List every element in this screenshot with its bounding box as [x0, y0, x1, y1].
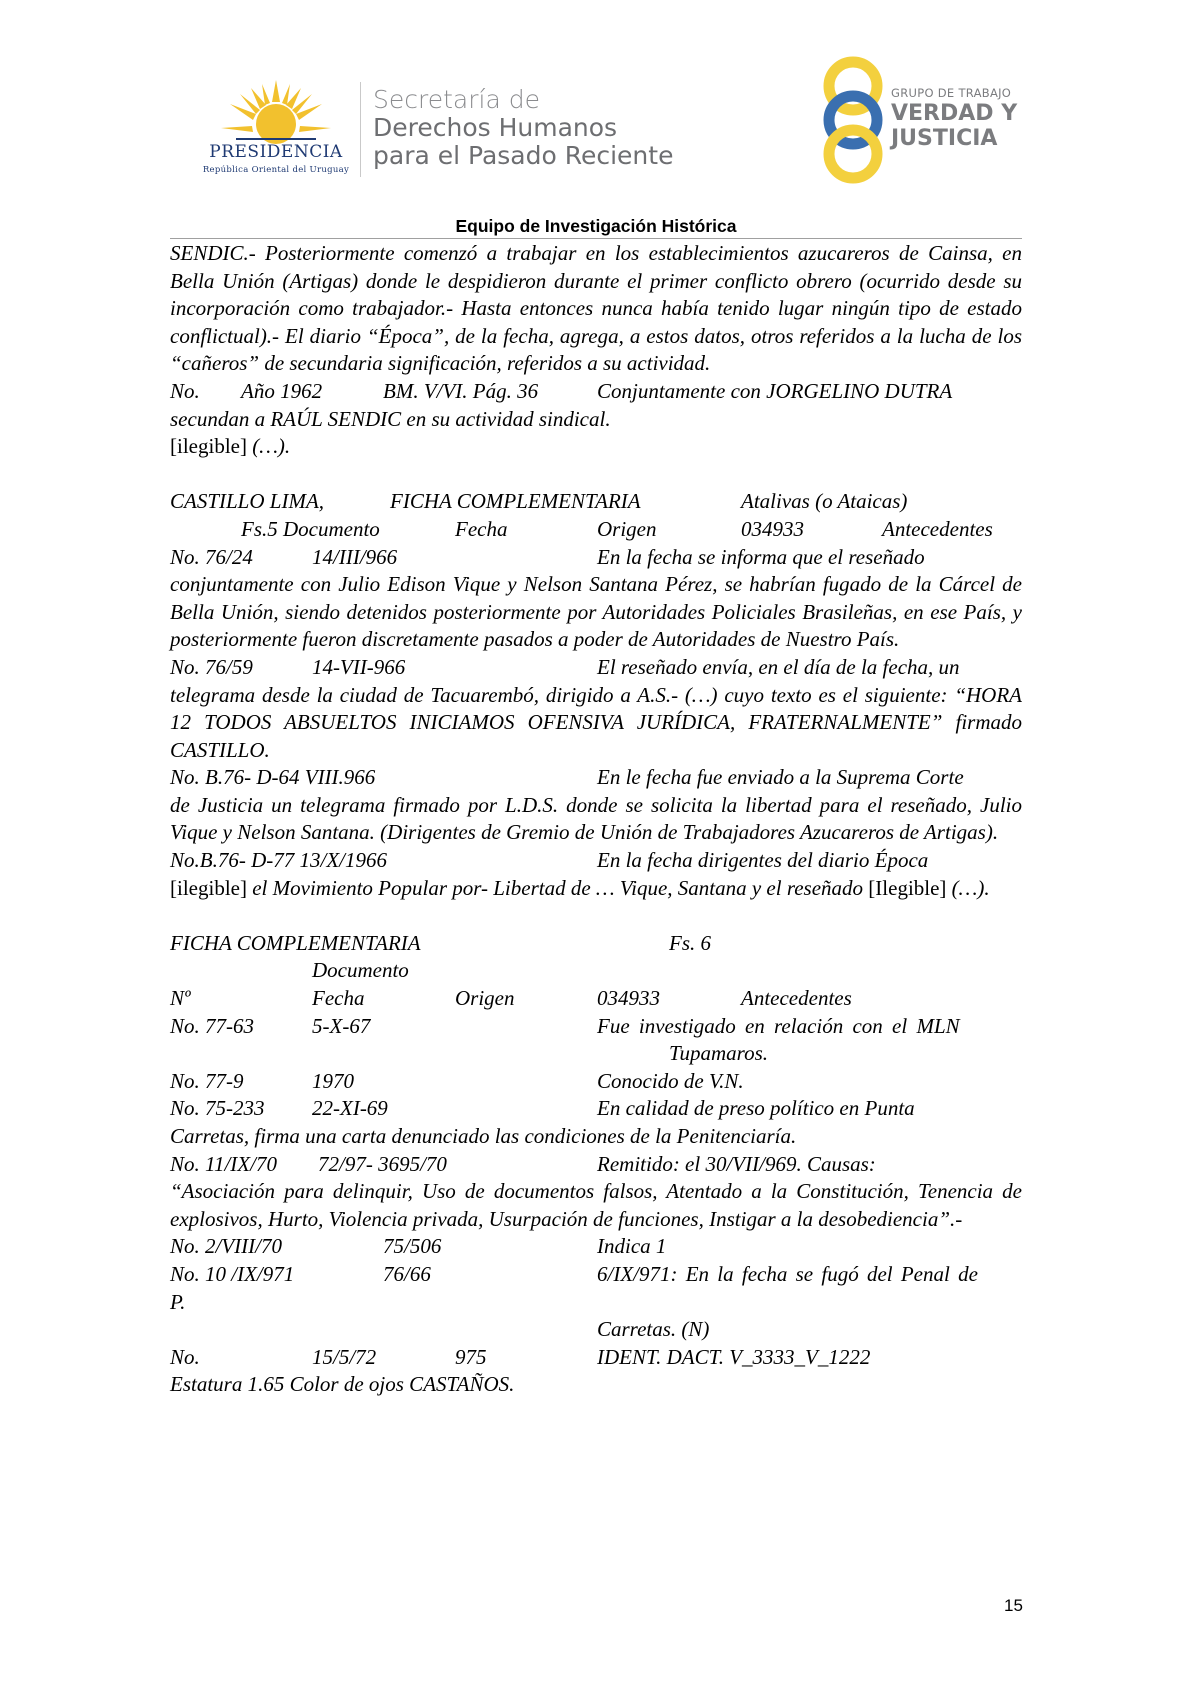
col-date: 14/III/966: [312, 544, 398, 569]
entry-b76-d77-text: [170, 875, 1022, 903]
col-number: No. 75-233: [170, 1096, 265, 1121]
entry-77-63: [170, 1013, 1022, 1041]
presidencia-logo: [196, 78, 356, 188]
ficha-2-title: [170, 930, 1022, 958]
entry-text: el Movimiento Popular por- Libertad de … Vique, Santana y el reseñado: [246, 875, 864, 900]
rings-icon: [818, 56, 888, 184]
paragraph-sendic: SENDIC.- Posteriormente comenzó a trabajar en los establecimientos azucareros de Cainsa, en Bella Unión (Artigas) donde le despidieron durante el primer conflicto obrero (ocurrido desde su incorporación como trabajador.- Hasta entonces nunca había tenido lugar ningún tipo de estado conflictual).- El diario “Época”, de la fecha, agrega, a estos datos, otros referidos a la lucha de los “cañeros” de secundaria significación, referidos a su actividad.: [170, 241, 1022, 376]
col-text: Conjuntamente con JORGELINO DUTRA: [597, 378, 953, 403]
line-ilegible-1: [170, 433, 1022, 461]
col-text: Indica 1: [597, 1234, 667, 1259]
col-text: Fue investigado en relación con el MLN: [597, 1013, 960, 1038]
entry-ident: [170, 1344, 1022, 1372]
col-number: No. 76/59: [170, 654, 253, 679]
ilegible-marker: [Ilegible]: [868, 875, 947, 900]
col-text: Tupamaros.: [669, 1041, 769, 1066]
col-number: No. 2/VIII/70: [170, 1234, 282, 1259]
entry-76-59: [170, 654, 1022, 682]
col-text: Remitido: el 30/VII/969. Causas:: [597, 1151, 876, 1176]
presidencia-subtitle: República Oriental del Uruguay: [202, 165, 350, 175]
col-text: P.: [170, 1289, 186, 1314]
col-text: Conocido de V.N.: [597, 1068, 744, 1093]
ellipsis-text: (…).: [946, 875, 990, 900]
col-origin: 975: [455, 1344, 487, 1369]
ilegible-marker: [ilegible]: [170, 875, 247, 900]
entry-row-1962: [170, 378, 1022, 406]
entry-76-59-text: telegrama desde la ciudad de Tacuarembó, dirigido a A.S.- (…) cuyo texto es el siguiente: “HORA 12 TODOS ABSUELTOS INICIAMOS OFENSIVA JURÍDICA, FRATERNALMENTE” firmado CASTILLO.: [170, 682, 1022, 762]
col-text: El reseñado envía, en el día de la fecha, un: [597, 654, 960, 679]
secretaria-line-2: Derechos Humanos: [373, 113, 618, 142]
col-date: 1970: [312, 1068, 354, 1093]
ficha-name: CASTILLO LIMA,: [170, 489, 325, 514]
col-ref: 75/506: [383, 1234, 442, 1259]
spacer: [170, 902, 1022, 930]
hdr-origen: Origen: [455, 986, 515, 1011]
col-date: 14-VII-966: [312, 654, 406, 679]
ficha-alias: Atalivas (o Ataicas): [741, 489, 908, 514]
entry-10-ix-971-cont-2: [170, 1316, 1022, 1344]
col-date: 15/5/72: [312, 1344, 377, 1369]
hdr-code: 034933: [597, 986, 660, 1011]
secretaria-line-1: Secretaría de: [373, 85, 540, 114]
gtvj-line-1: GRUPO DE TRABAJO: [891, 86, 1012, 100]
header-divider: [360, 82, 361, 177]
col-number: No.B.76- D-77 13/X/1966: [170, 848, 387, 873]
entry-76-24: [170, 544, 1022, 572]
entry-2-viii-70: [170, 1233, 1022, 1261]
col-number: No.: [170, 1344, 200, 1369]
team-title: Equipo de Investigación Histórica: [455, 216, 737, 236]
secretaria-logo-text: [373, 86, 673, 170]
secretaria-line-3: para el Pasado Reciente: [373, 141, 674, 170]
hdr-documento: Documento: [312, 958, 409, 983]
hdr-antecedentes: Antecedentes: [882, 516, 993, 541]
line-secundan: secundan a RAÚL SENDIC en su actividad sindical.: [170, 406, 611, 431]
entry-77-9: [170, 1068, 1022, 1096]
hdr-antecedentes: Antecedentes: [741, 986, 852, 1011]
entry-75-233-text: Carretas, firma una carta denunciado las condiciones de la Penitenciaría.: [170, 1124, 797, 1148]
presidencia-wordmark: PRESIDENCIA: [209, 142, 343, 162]
ficha-castillo-header: [170, 516, 1022, 544]
ficha-title: FICHA COMPLEMENTARIA: [170, 930, 421, 955]
entry-11-ix-70: [170, 1151, 1022, 1179]
col-ref: 76/66: [383, 1261, 431, 1286]
document-body: [170, 240, 1022, 1399]
hdr-fecha: Fecha: [455, 516, 508, 541]
entry-10-ix-971-cont: [170, 1289, 1022, 1317]
hdr-documento: Fs.5 Documento: [241, 516, 380, 541]
col-ref: BM. V/VI. Pág. 36: [383, 378, 539, 403]
ficha-castillo-title: [170, 488, 1022, 516]
col-text: IDENT. DACT. V_3333_V_1222: [597, 1344, 871, 1369]
ilegible-marker: [ilegible]: [170, 434, 247, 459]
ficha-folio: Fs. 6: [669, 930, 711, 955]
ficha-2-header-2: [170, 985, 1022, 1013]
col-text: En la fecha se informa que el reseñado: [597, 544, 925, 569]
verdad-justicia-logo: [818, 56, 1048, 184]
hdr-fecha: Fecha: [312, 986, 365, 1011]
entry-11-ix-70-text: “Asociación para delinquir, Uso de documentos falsos, Atentado a la Constitución, Tenencia de explosivos, Hurto, Violencia privada, Usurpación de funciones, Instigar a la desobediencia”.-: [170, 1179, 1022, 1231]
col-number: No. 11/IX/70: [170, 1151, 277, 1176]
col-date: 22-XI-69: [312, 1096, 388, 1121]
line-estatura: Estatura 1.65 Color de ojos CASTAÑOS.: [170, 1372, 515, 1397]
hdr-code: 034933: [741, 516, 804, 541]
hdr-numero: Nº: [170, 986, 191, 1011]
sun-icon: [196, 78, 356, 144]
gtvj-line-2: VERDAD Y: [891, 101, 1018, 126]
col-text: En le fecha fue enviado a la Suprema Corte: [597, 765, 964, 790]
spacer: [170, 461, 1022, 489]
header-rule: [170, 238, 1022, 239]
page-number: 15: [1004, 1596, 1023, 1615]
entry-b76-d64: [170, 764, 1022, 792]
entry-b76-d64-text: de Justicia un telegrama firmado por L.D.S. donde se solicita la libertad para el reseñado, Julio Vique y Nelson Santana. (Dirigentes de Gremio de Unión de Trabajadores Azucareros de Artigas).: [170, 792, 1022, 845]
col-text: En calidad de preso político en Punta: [597, 1096, 915, 1121]
col-year: Año 1962: [241, 378, 323, 403]
entry-77-63-cont: [170, 1040, 1022, 1068]
col-number: No.: [170, 378, 200, 403]
col-text: 6/IX/971: En la fecha se fugó del Penal de: [597, 1261, 978, 1286]
col-number: No. 77-63: [170, 1013, 254, 1038]
ficha-2-header-1: [170, 957, 1022, 985]
col-number: No. 77-9: [170, 1068, 244, 1093]
col-text: En la fecha dirigentes del diario Época: [597, 848, 929, 873]
col-number: No. 76/24: [170, 544, 253, 569]
entry-75-233: [170, 1095, 1022, 1123]
col-text: Carretas. (N): [597, 1317, 710, 1342]
entry-10-ix-971: [170, 1261, 1022, 1289]
col-number: No. 10 /IX/971: [170, 1261, 295, 1286]
ficha-title: FICHA COMPLEMENTARIA: [390, 489, 641, 514]
col-date: 5-X-67: [312, 1013, 371, 1038]
hdr-origen: Origen: [597, 516, 657, 541]
entry-b76-d77: [170, 847, 1022, 875]
ellipsis-text: (…).: [246, 434, 291, 459]
entry-76-24-text: conjuntamente con Julio Edison Vique y Nelson Santana Pérez, se habrían fugado de la Cárcel de Bella Unión, siendo detenidos posteriormente por Autoridades Policiales Brasileñas, en ese País, y posteriormente fueron discretamente pasados a poder de Autoridades de Nuestro País.: [170, 572, 1022, 652]
gtvj-line-3: JUSTICIA: [891, 126, 998, 151]
col-ref: 72/97- 3695/70: [318, 1151, 447, 1176]
col-number: No. B.76- D-64 VIII.966: [170, 765, 376, 790]
